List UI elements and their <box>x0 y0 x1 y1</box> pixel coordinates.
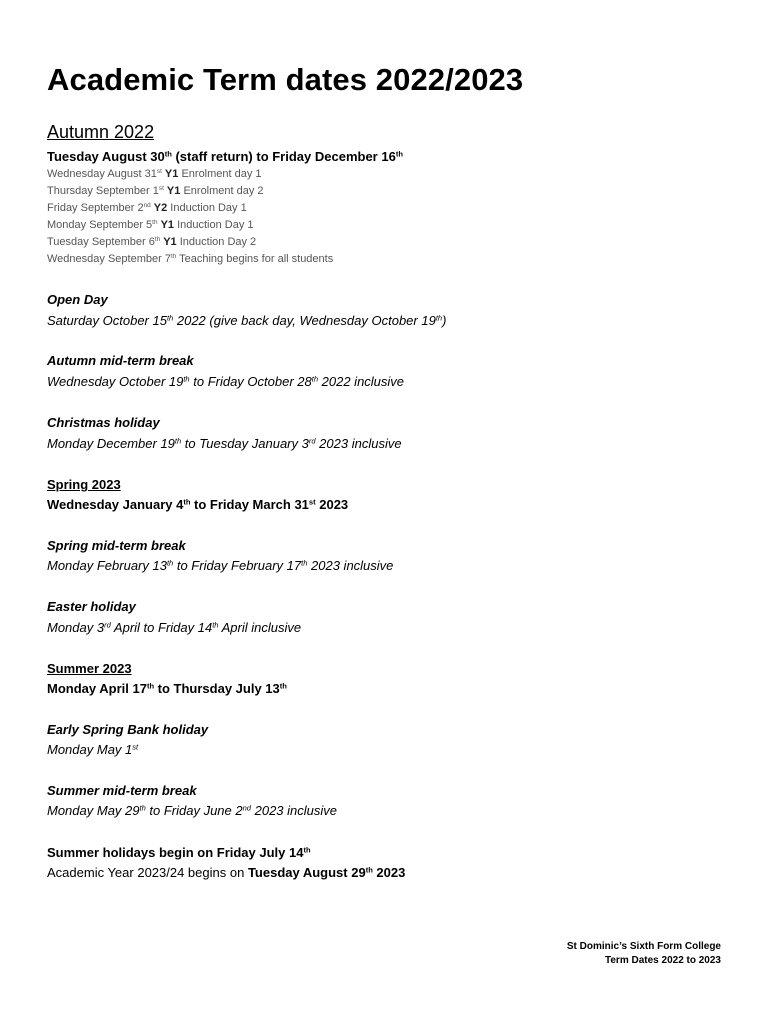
next-year-line: Academic Year 2023/24 begins on Tuesday August 29th 2023 <box>47 865 406 880</box>
footer <box>567 940 721 968</box>
spring-heading: Spring 2023 <box>47 477 121 492</box>
autumn-break-dates: Wednesday October 19th to Friday October 28th 2022 inclusive <box>47 374 405 389</box>
summer-break-dates: Monday May 29th to Friday June 2nd 2023 inclusive <box>47 803 337 818</box>
open-day-dates: Saturday October 15th 2022 (give back day, Wednesday October 19th) <box>47 313 447 328</box>
autumn-detail-4: Monday September 5th Y1 Induction Day 1 <box>47 219 254 231</box>
page-title: Academic Term dates 2022/2023 <box>47 62 524 97</box>
summer-holidays-line: Summer holidays begin on Friday July 14th <box>47 845 311 860</box>
autumn-detail-5: Tuesday September 6th Y1 Induction Day 2 <box>47 236 257 248</box>
footer-document-name: Term Dates 2022 to 2023 <box>605 955 721 966</box>
bank-holiday-dates: Monday May 1st <box>47 742 139 757</box>
christmas-dates: Monday December 19th to Tuesday January 3rd 2023 inclusive <box>47 436 402 451</box>
autumn-detail-3: Friday September 2nd Y2 Induction Day 1 <box>47 202 247 214</box>
autumn-detail-1: Wednesday August 31st Y1 Enrolment day 1 <box>47 168 262 180</box>
autumn-detail-2: Thursday September 1st Y1 Enrolment day 2 <box>47 185 264 197</box>
autumn-heading: Autumn 2022 <box>47 122 155 142</box>
spring-break-dates: Monday February 13th to Friday February 17th 2023 inclusive <box>47 558 394 573</box>
open-day-title: Open Day <box>47 292 108 307</box>
autumn-break-title: Autumn mid-term break <box>47 353 194 368</box>
summer-heading: Summer 2023 <box>47 661 132 676</box>
autumn-dates: Tuesday August 30th (staff return) to Friday December 16th <box>47 149 403 164</box>
easter-title: Easter holiday <box>47 599 136 614</box>
spring-dates: Wednesday January 4th to Friday March 31st 2023 <box>47 497 349 512</box>
summer-dates: Monday April 17th to Thursday July 13th <box>47 681 287 696</box>
summer-break-title: Summer mid-term break <box>47 783 197 798</box>
easter-dates: Monday 3rd April to Friday 14th April inclusive <box>47 620 302 635</box>
footer-college-name: St Dominic’s Sixth Form College <box>566 941 721 952</box>
bank-holiday-title: Early Spring Bank holiday <box>47 722 209 737</box>
christmas-title: Christmas holiday <box>47 415 160 430</box>
spring-break-title: Spring mid-term break <box>47 538 186 553</box>
autumn-detail-6: Wednesday September 7th Teaching begins for all students <box>47 253 334 265</box>
